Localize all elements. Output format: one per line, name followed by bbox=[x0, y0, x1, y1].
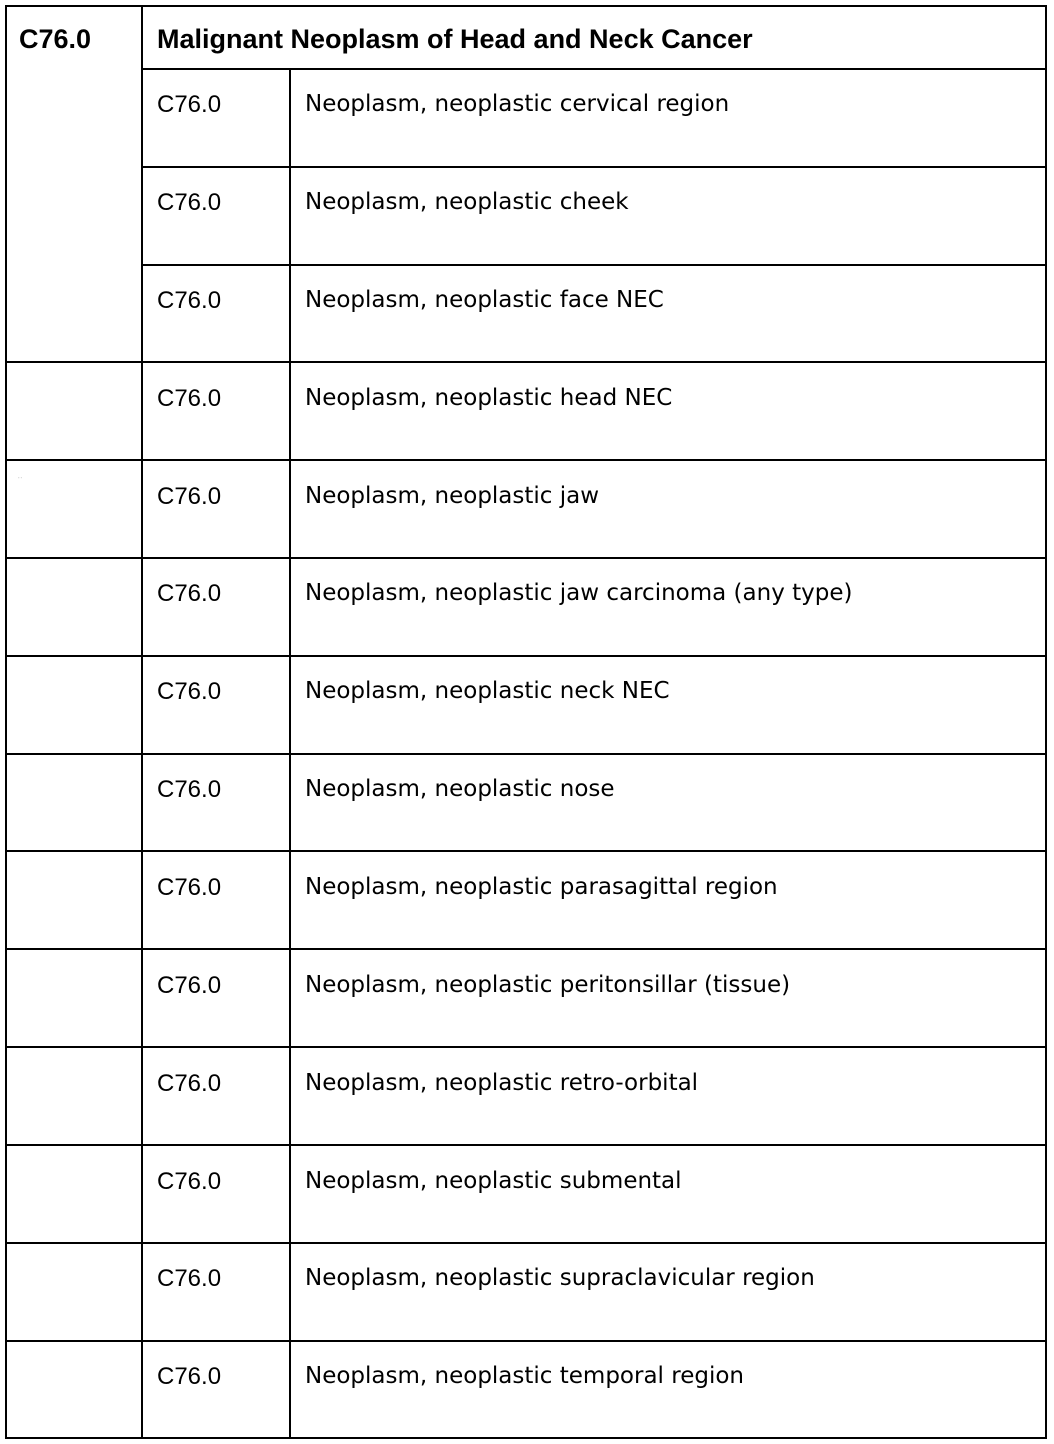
row-description: Neoplasm, neoplastic submental bbox=[305, 1168, 682, 1194]
row-code: C76.0 bbox=[157, 287, 222, 314]
row-divider bbox=[5, 1144, 1047, 1146]
row-code: C76.0 bbox=[157, 678, 222, 705]
stray-mark: ˙˙ bbox=[18, 478, 23, 485]
header-title: Malignant Neoplasm of Head and Neck Cancer bbox=[157, 24, 753, 54]
row-divider bbox=[5, 655, 1047, 657]
row-divider bbox=[5, 1340, 1047, 1342]
table-border-left bbox=[5, 5, 7, 1439]
row-divider bbox=[141, 166, 1047, 168]
row-code: C76.0 bbox=[157, 580, 222, 607]
row-description: Neoplasm, neoplastic jaw bbox=[305, 483, 600, 509]
row-divider bbox=[5, 557, 1047, 559]
row-code: C76.0 bbox=[157, 874, 222, 901]
table-border-bottom bbox=[5, 1437, 1047, 1439]
row-code: C76.0 bbox=[157, 189, 222, 216]
row-code: C76.0 bbox=[157, 91, 222, 118]
row-code: C76.0 bbox=[157, 1070, 222, 1097]
row-divider bbox=[5, 1046, 1047, 1048]
row-divider bbox=[141, 264, 1047, 266]
row-code: C76.0 bbox=[157, 1168, 222, 1195]
header-divider bbox=[141, 68, 1047, 70]
row-description: Neoplasm, neoplastic peritonsillar (tissue) bbox=[305, 972, 791, 998]
row-divider bbox=[5, 1242, 1047, 1244]
row-code: C76.0 bbox=[157, 972, 222, 999]
row-code: C76.0 bbox=[157, 1363, 222, 1390]
row-divider bbox=[5, 753, 1047, 755]
row-description: Neoplasm, neoplastic parasagittal region bbox=[305, 874, 778, 900]
column-divider-code bbox=[141, 5, 143, 1439]
row-code: C76.0 bbox=[157, 776, 222, 803]
row-description: Neoplasm, neoplastic retro-orbital bbox=[305, 1070, 699, 1096]
row-description: Neoplasm, neoplastic neck NEC bbox=[305, 678, 670, 704]
row-description: Neoplasm, neoplastic face NEC bbox=[305, 287, 664, 313]
row-code: C76.0 bbox=[157, 1265, 222, 1292]
row-divider bbox=[5, 459, 1047, 461]
row-description: Neoplasm, neoplastic supraclavicular region bbox=[305, 1265, 815, 1291]
row-code: C76.0 bbox=[157, 385, 222, 412]
table-border-top bbox=[5, 5, 1047, 7]
row-divider bbox=[5, 850, 1047, 852]
row-description: Neoplasm, neoplastic head NEC bbox=[305, 385, 673, 411]
table-border-right bbox=[1045, 5, 1047, 1439]
row-description: Neoplasm, neoplastic cervical region bbox=[305, 91, 730, 117]
header-code: C76.0 bbox=[19, 24, 92, 54]
row-description: Neoplasm, neoplastic jaw carcinoma (any type) bbox=[305, 580, 853, 606]
row-description: Neoplasm, neoplastic cheek bbox=[305, 189, 629, 215]
row-divider bbox=[5, 948, 1047, 950]
row-divider bbox=[5, 361, 1047, 363]
row-code: C76.0 bbox=[157, 483, 222, 510]
row-description: Neoplasm, neoplastic nose bbox=[305, 776, 615, 802]
code-table bbox=[5, 5, 1047, 1439]
row-description: Neoplasm, neoplastic temporal region bbox=[305, 1363, 744, 1389]
